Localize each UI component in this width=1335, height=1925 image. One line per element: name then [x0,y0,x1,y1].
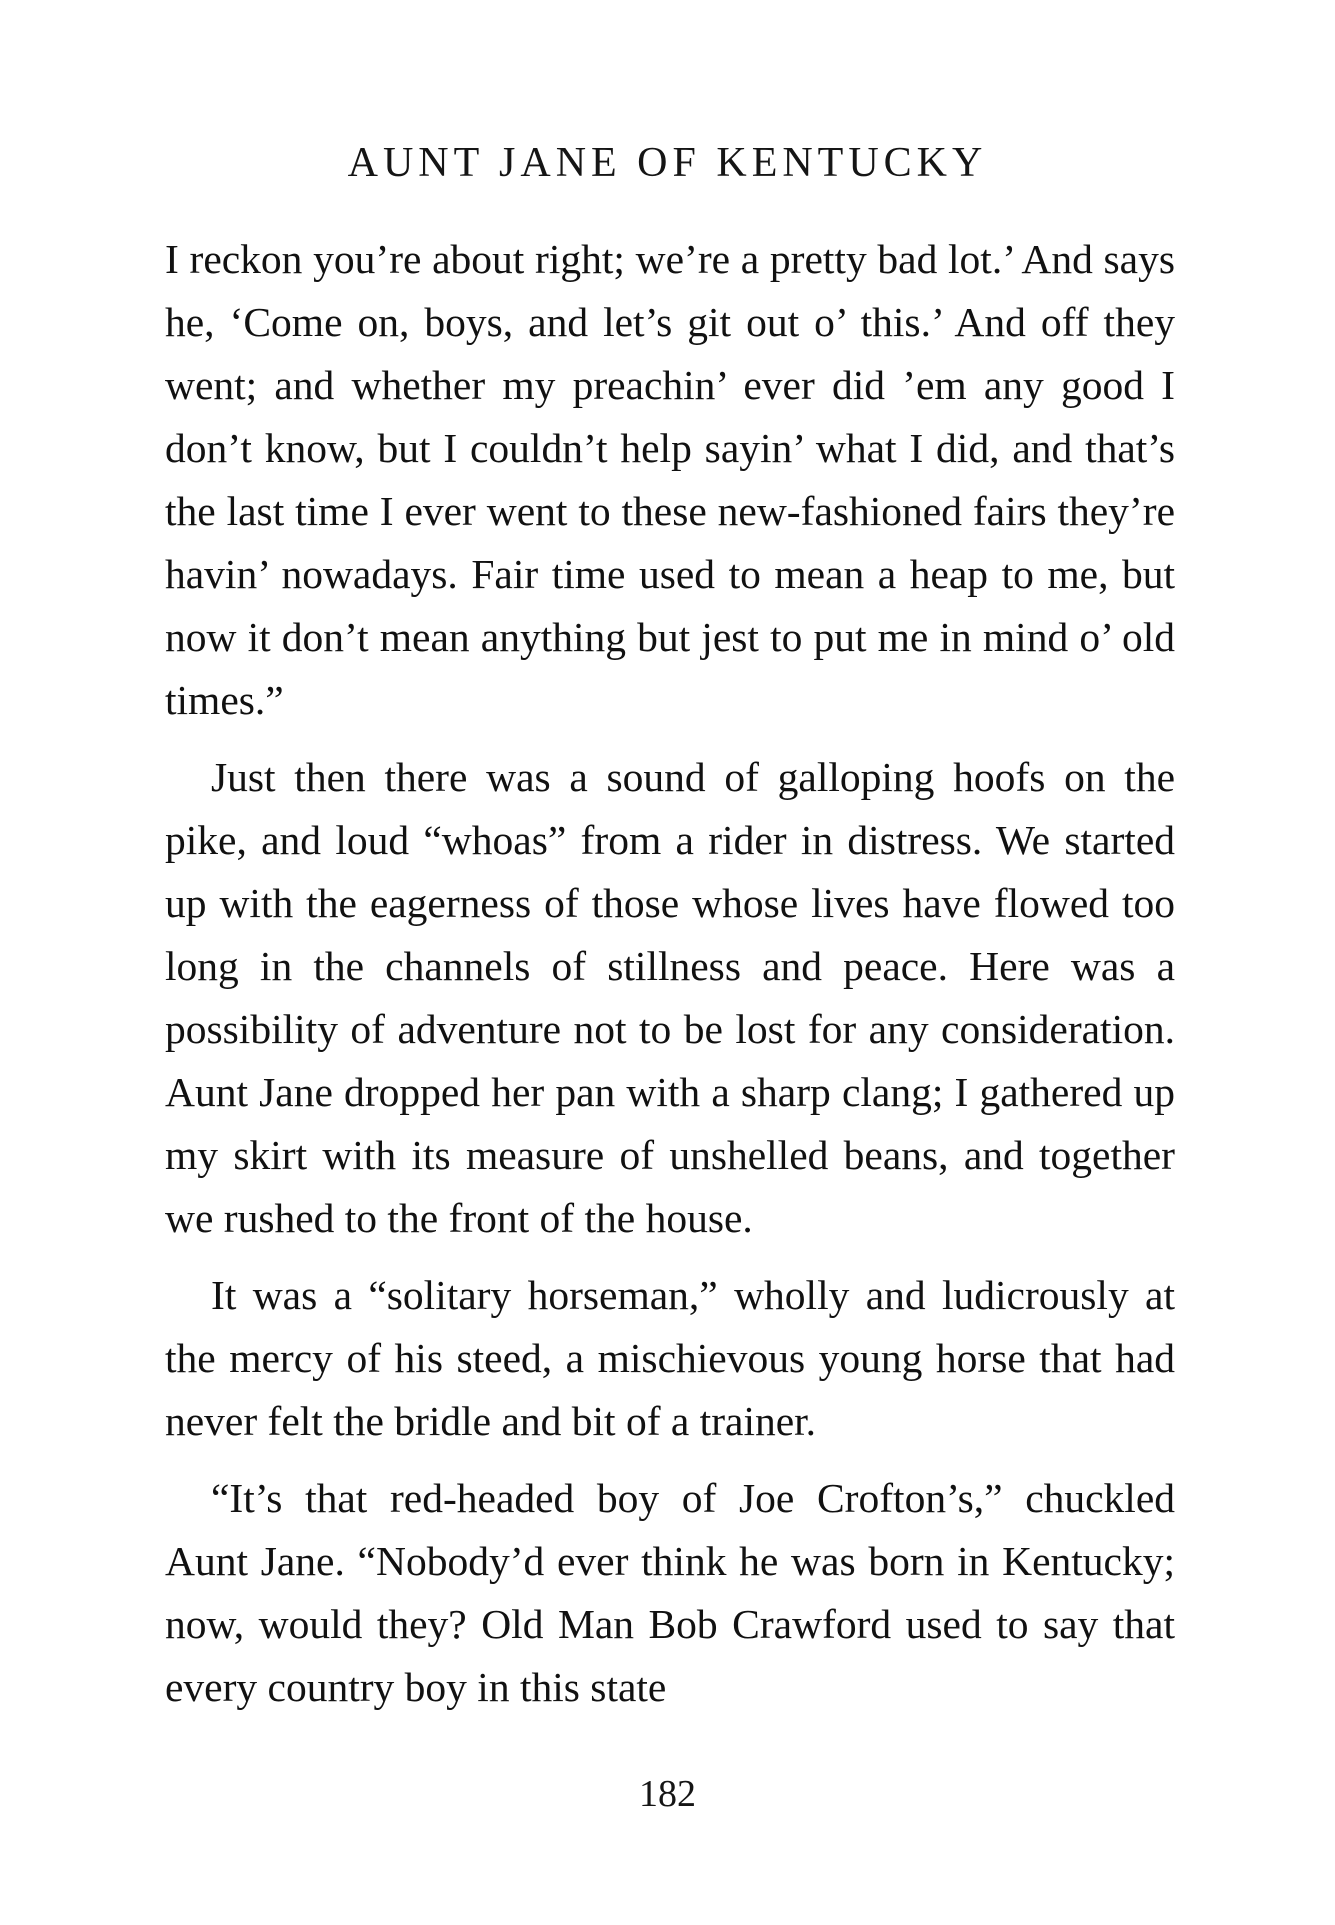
paragraph-continuation: I reckon you’re about right; we’re a pretty bad lot.’ And says he, ‘Come on, boys, and let’s git out o’ this.’ And off they went; and whether my preachin’ ever did ’em any good I don’t know, but I couldn’t help sayin’ what I did, and that’s the last time I ever went to these new-fashioned fairs they’re havin’ nowadays. Fair time used to mean a heap to me, but now it don’t mean anything but jest to put me in mind o’ old times.” [165,236,1175,723]
paragraph-galloping-hoofs: Just then there was a sound of galloping hoofs on the pike, and loud “whoas” from a rider in distress. We started up with the eagerness of those whose lives have flowed too long in the channels of stillness and peace. Here was a possibility of adventure not to be lost for any consideration. Aunt Jane dropped her pan with a sharp clang; I gathered up my skirt with its measure of unshelled beans, and together we rushed to the front of the house. [165,754,1175,1241]
page-number: 182 [639,1773,696,1815]
paragraph-solitary-horseman: It was a “solitary horseman,” wholly and ludicrously at the mercy of his steed, a mischievous young horse that had never felt the bridle and bit of a trainer. [165,1272,1175,1444]
body-text [165,228,1175,1733]
running-head: AUNT JANE OF KENTUCKY [347,140,988,186]
paragraph-red-headed-boy: “It’s that red-headed boy of Joe Crofton’s,” chuckled Aunt Jane. “Nobody’d ever think he was born in Kentucky; now, would they? Old Man Bob Crawford used to say that every country boy in this state [165,1475,1175,1710]
